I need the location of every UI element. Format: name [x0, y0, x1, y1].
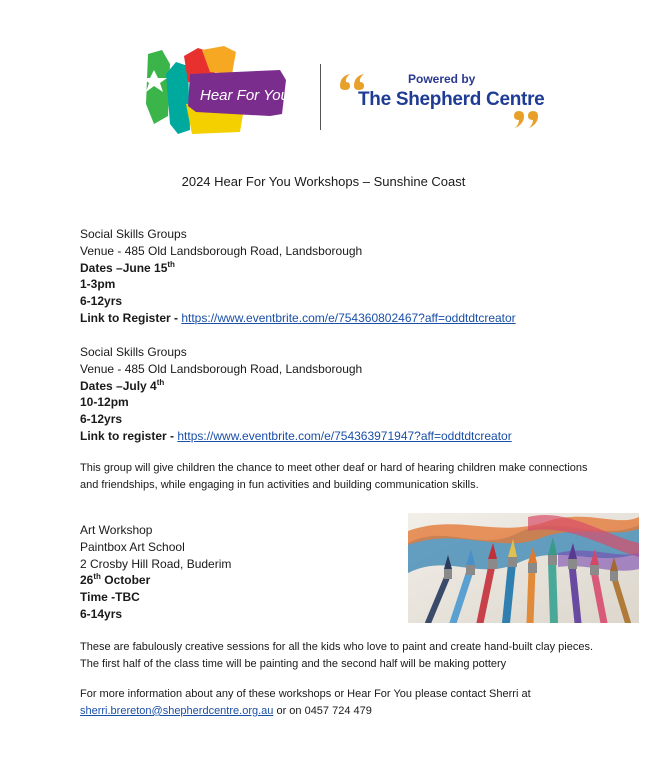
contact-info: [80, 686, 600, 720]
event-ages: 6-12yrs: [80, 412, 123, 427]
event-social-skills-1: [80, 226, 516, 327]
group-description: This group will give children the chance to meet other deaf or hard of hearing children make connections and friendships, while engaging in fun activities and building communication skills.: [80, 462, 588, 491]
document-title: 2024 Hear For You Workshops – Sunshine Coast: [181, 174, 466, 189]
art-description: These are fabulously creative sessions for all the kids who love to paint and create hand-built clay pieces. The first half of the class time will be painting and the second half will be making pottery: [80, 641, 594, 670]
event-ages: 6-14yrs: [80, 606, 123, 621]
register-link[interactable]: https://www.eventbrite.com/e/754360802467?aff=oddtdtcreator: [181, 310, 516, 325]
shepherd-centre-name: The Shepherd Centre: [358, 89, 545, 110]
powered-by-label: Powered by: [408, 72, 476, 86]
phone-text: or on 0457 724 479: [273, 704, 372, 717]
event-venue: Venue - 485 Old Landsborough Road, Landsborough: [80, 361, 363, 376]
paintbrushes-image: [408, 513, 639, 623]
event-register: Link to register - https://www.eventbrite.com/e/754363971947?aff=oddtdtcreator: [80, 428, 512, 443]
event-time: 1-3pm: [80, 277, 116, 292]
event-dates: 26th October: [80, 572, 151, 588]
register-link[interactable]: https://www.eventbrite.com/e/754363971947?aff=oddtdtcreator: [177, 428, 512, 443]
contact-details: [80, 703, 600, 720]
event-name: Social Skills Groups: [80, 227, 187, 241]
event-register: Link to Register - https://www.eventbrite.com/e/754360802467?aff=oddtdtcreator: [80, 310, 516, 325]
event-ages: 6-12yrs: [80, 294, 123, 309]
event-name: Art Workshop: [80, 523, 153, 537]
quote-close-icon: [512, 110, 546, 132]
event-social-skills-2: [80, 344, 512, 445]
event-venue: Venue - 485 Old Landsborough Road, Landsborough: [80, 243, 363, 258]
event-name: Social Skills Groups: [80, 345, 187, 359]
event-venue-name: Paintbox Art School: [80, 539, 185, 554]
logo-divider: [320, 64, 321, 130]
hear-for-you-logo: [140, 44, 300, 136]
event-time: 10-12pm: [80, 395, 129, 410]
event-dates: Dates –July 4th: [80, 377, 165, 393]
email-link[interactable]: sherri.brereton@shepherdcentre.org.au: [80, 704, 274, 717]
svg-text:Hear For You: Hear For You: [200, 87, 289, 104]
header-logos: [140, 44, 550, 136]
event-time: Time -TBC: [80, 590, 140, 605]
event-dates: Dates –June 15th: [80, 259, 175, 275]
event-address: 2 Crosby Hill Road, Buderim: [80, 556, 232, 571]
contact-line: For more information about any of these workshops or Hear For You please contact Sherri at: [80, 688, 531, 700]
event-art-workshop: [80, 522, 231, 623]
